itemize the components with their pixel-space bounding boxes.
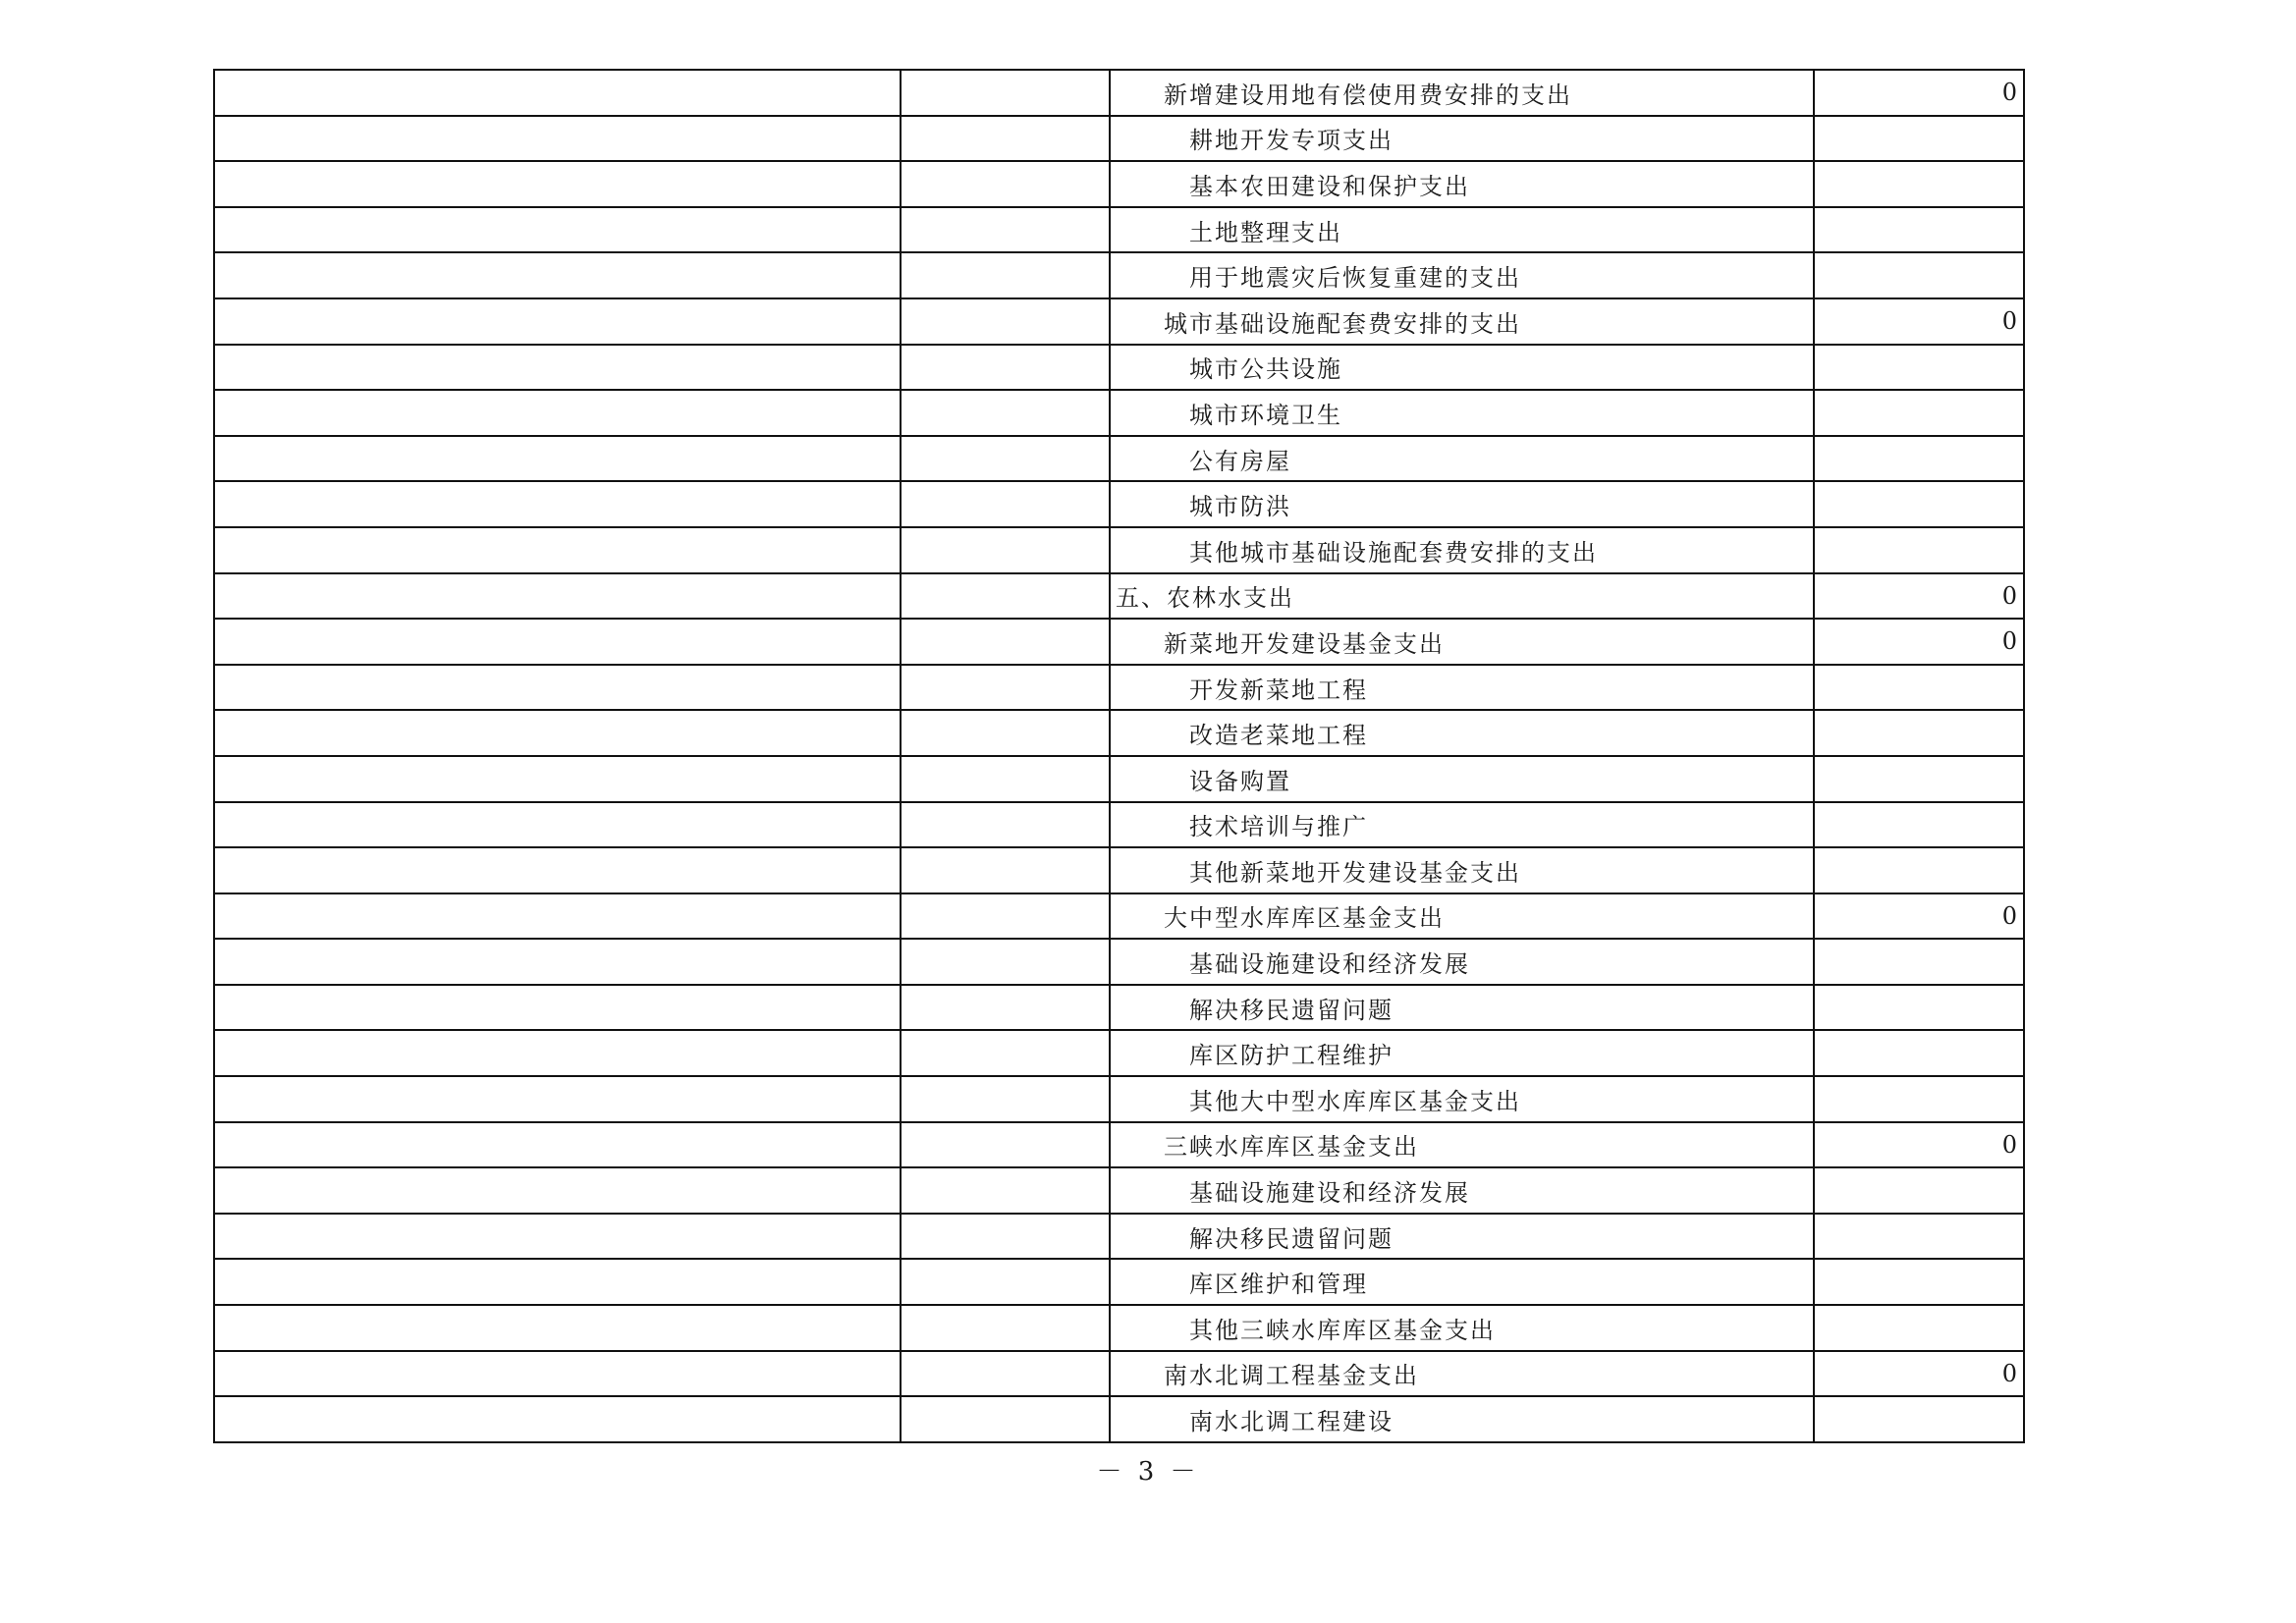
blank-cell-1 — [215, 1168, 902, 1213]
item-label: 库区防护工程维护 — [1189, 1042, 1394, 1070]
table-row — [215, 1123, 2023, 1169]
item-name-cell — [1111, 253, 1815, 298]
item-label: 新增建设用地有偿使用费安排的支出 — [1164, 81, 1572, 109]
item-name-cell — [1111, 1215, 1815, 1259]
table-row — [215, 1215, 2023, 1261]
amount-cell — [1815, 1031, 2023, 1075]
blank-cell-1 — [215, 1352, 902, 1396]
blank-cell-1 — [215, 71, 902, 115]
table-row — [215, 1260, 2023, 1306]
blank-cell-2 — [902, 574, 1111, 619]
blank-cell-2 — [902, 1260, 1111, 1304]
blank-cell-1 — [215, 620, 902, 664]
amount-cell — [1815, 391, 2023, 435]
amount-cell — [1815, 620, 2023, 664]
blank-cell-1 — [215, 574, 902, 619]
table-row — [215, 346, 2023, 392]
item-label: 库区维护和管理 — [1189, 1271, 1368, 1299]
amount-cell — [1815, 208, 2023, 252]
blank-cell-2 — [902, 1215, 1111, 1259]
table-row — [215, 711, 2023, 757]
blank-cell-2 — [902, 986, 1111, 1030]
blank-cell-2 — [902, 1397, 1111, 1441]
item-name-cell — [1111, 848, 1815, 893]
amount-cell — [1815, 1260, 2023, 1304]
item-label: 开发新菜地工程 — [1189, 676, 1368, 704]
blank-cell-2 — [902, 437, 1111, 481]
amount-value: 0 — [2001, 627, 2019, 656]
amount-cell — [1815, 1306, 2023, 1350]
blank-cell-2 — [902, 482, 1111, 526]
table-row — [215, 299, 2023, 346]
table-row — [215, 620, 2023, 666]
blank-cell-2 — [902, 757, 1111, 801]
blank-cell-1 — [215, 528, 902, 572]
item-name-cell — [1111, 940, 1815, 984]
blank-cell-2 — [902, 711, 1111, 755]
amount-cell — [1815, 1077, 2023, 1121]
blank-cell-2 — [902, 894, 1111, 939]
blank-cell-1 — [215, 1215, 902, 1259]
amount-value: 0 — [2001, 1130, 2019, 1159]
item-label: 其他城市基础设施配套费安排的支出 — [1189, 538, 1598, 567]
item-name-cell — [1111, 71, 1815, 115]
table-row — [215, 391, 2023, 437]
item-label: 其他新菜地开发建设基金支出 — [1189, 858, 1521, 887]
table-row — [215, 940, 2023, 986]
item-label: 新菜地开发建设基金支出 — [1164, 629, 1445, 658]
item-name-cell — [1111, 711, 1815, 755]
item-label: 其他大中型水库库区基金支出 — [1189, 1087, 1521, 1115]
amount-cell — [1815, 1168, 2023, 1213]
amount-cell — [1815, 574, 2023, 619]
item-name-cell — [1111, 482, 1815, 526]
amount-cell — [1815, 162, 2023, 206]
item-name-cell — [1111, 1352, 1815, 1396]
item-name-cell — [1111, 1077, 1815, 1121]
item-name-cell — [1111, 346, 1815, 390]
table-row — [215, 1077, 2023, 1123]
blank-cell-2 — [902, 1077, 1111, 1121]
expenditure-table — [213, 69, 2025, 1443]
item-name-cell — [1111, 208, 1815, 252]
item-label: 大中型水库库区基金支出 — [1164, 904, 1445, 933]
amount-cell — [1815, 894, 2023, 939]
amount-cell — [1815, 346, 2023, 390]
amount-cell — [1815, 711, 2023, 755]
item-name-cell — [1111, 1123, 1815, 1167]
blank-cell-1 — [215, 391, 902, 435]
item-name-cell — [1111, 299, 1815, 344]
blank-cell-1 — [215, 1306, 902, 1350]
amount-value: 0 — [2001, 901, 2019, 930]
table-row — [215, 574, 2023, 621]
blank-cell-1 — [215, 666, 902, 710]
blank-cell-1 — [215, 437, 902, 481]
blank-cell-2 — [902, 1168, 1111, 1213]
amount-cell — [1815, 299, 2023, 344]
blank-cell-1 — [215, 117, 902, 161]
table-row — [215, 894, 2023, 941]
item-label: 三峡水库库区基金支出 — [1164, 1133, 1419, 1162]
item-label: 解决移民遗留问题 — [1189, 1224, 1394, 1253]
blank-cell-2 — [902, 1123, 1111, 1167]
blank-cell-2 — [902, 299, 1111, 344]
blank-cell-2 — [902, 1031, 1111, 1075]
item-name-cell — [1111, 574, 1815, 619]
item-label: 城市防洪 — [1189, 493, 1291, 521]
blank-cell-1 — [215, 162, 902, 206]
table-row — [215, 482, 2023, 528]
item-name-cell — [1111, 894, 1815, 939]
table-row — [215, 986, 2023, 1032]
item-name-cell — [1111, 757, 1815, 801]
amount-cell — [1815, 253, 2023, 298]
blank-cell-2 — [902, 528, 1111, 572]
amount-cell — [1815, 437, 2023, 481]
amount-value: 0 — [2001, 1359, 2019, 1387]
item-name-cell — [1111, 1260, 1815, 1304]
blank-cell-1 — [215, 848, 902, 893]
table-row — [215, 208, 2023, 254]
table-row — [215, 1397, 2023, 1441]
blank-cell-2 — [902, 1306, 1111, 1350]
blank-cell-1 — [215, 253, 902, 298]
item-label: 技术培训与推广 — [1189, 813, 1368, 841]
amount-cell — [1815, 1123, 2023, 1167]
amount-value: 0 — [2001, 307, 2019, 336]
item-label: 城市环境卫生 — [1189, 401, 1342, 429]
blank-cell-2 — [902, 391, 1111, 435]
blank-cell-2 — [902, 117, 1111, 161]
blank-cell-1 — [215, 894, 902, 939]
item-name-cell — [1111, 620, 1815, 664]
blank-cell-2 — [902, 1352, 1111, 1396]
amount-cell — [1815, 117, 2023, 161]
amount-value: 0 — [2001, 581, 2019, 610]
table-row — [215, 528, 2023, 574]
table-row — [215, 71, 2023, 117]
blank-cell-1 — [215, 1031, 902, 1075]
table-row — [215, 1031, 2023, 1077]
blank-cell-2 — [902, 346, 1111, 390]
item-name-cell — [1111, 117, 1815, 161]
blank-cell-2 — [902, 208, 1111, 252]
table-row — [215, 253, 2023, 299]
item-label: 用于地震灾后恢复重建的支出 — [1189, 264, 1521, 293]
amount-cell — [1815, 71, 2023, 115]
blank-cell-1 — [215, 1260, 902, 1304]
item-name-cell — [1111, 528, 1815, 572]
blank-cell-1 — [215, 986, 902, 1030]
table-row — [215, 162, 2023, 208]
amount-cell — [1815, 528, 2023, 572]
table-row — [215, 117, 2023, 163]
table-row — [215, 1168, 2023, 1215]
item-label: 其他三峡水库库区基金支出 — [1189, 1316, 1496, 1344]
table-row — [215, 848, 2023, 894]
item-name-cell — [1111, 391, 1815, 435]
page-number: － 3 － — [1096, 1457, 1200, 1487]
amount-cell — [1815, 757, 2023, 801]
amount-cell — [1815, 848, 2023, 893]
item-label: 解决移民遗留问题 — [1189, 996, 1394, 1024]
item-label: 耕地开发专项支出 — [1189, 127, 1394, 155]
table-row — [215, 437, 2023, 483]
item-name-cell — [1111, 1031, 1815, 1075]
amount-cell — [1815, 986, 2023, 1030]
blank-cell-1 — [215, 1123, 902, 1167]
item-name-cell — [1111, 1306, 1815, 1350]
item-name-cell — [1111, 162, 1815, 206]
table-row — [215, 1352, 2023, 1398]
item-label: 设备购置 — [1189, 767, 1291, 795]
item-label: 南水北调工程建设 — [1189, 1408, 1394, 1436]
item-label: 基本农田建设和保护支出 — [1189, 172, 1470, 200]
blank-cell-2 — [902, 620, 1111, 664]
item-label: 基础设施建设和经济发展 — [1189, 950, 1470, 979]
table-row — [215, 757, 2023, 803]
amount-cell — [1815, 1352, 2023, 1396]
blank-cell-2 — [902, 803, 1111, 847]
item-label: 土地整理支出 — [1189, 218, 1342, 246]
item-label: 南水北调工程基金支出 — [1164, 1362, 1419, 1390]
blank-cell-1 — [215, 803, 902, 847]
item-label: 公有房屋 — [1189, 447, 1291, 475]
blank-cell-1 — [215, 482, 902, 526]
blank-cell-2 — [902, 253, 1111, 298]
blank-cell-1 — [215, 757, 902, 801]
amount-cell — [1815, 803, 2023, 847]
blank-cell-2 — [902, 162, 1111, 206]
amount-cell — [1815, 482, 2023, 526]
amount-cell — [1815, 666, 2023, 710]
blank-cell-2 — [902, 940, 1111, 984]
blank-cell-1 — [215, 208, 902, 252]
item-name-cell — [1111, 803, 1815, 847]
item-label: 基础设施建设和经济发展 — [1189, 1179, 1470, 1208]
blank-cell-1 — [215, 711, 902, 755]
table-row — [215, 666, 2023, 712]
item-name-cell — [1111, 666, 1815, 710]
table-row — [215, 1306, 2023, 1352]
item-label: 城市基础设施配套费安排的支出 — [1164, 309, 1521, 338]
blank-cell-1 — [215, 299, 902, 344]
item-name-cell — [1111, 1397, 1815, 1441]
table-row — [215, 803, 2023, 849]
blank-cell-1 — [215, 940, 902, 984]
item-name-cell — [1111, 986, 1815, 1030]
blank-cell-1 — [215, 1397, 902, 1441]
amount-cell — [1815, 1397, 2023, 1441]
item-label: 城市公共设施 — [1189, 355, 1342, 384]
blank-cell-1 — [215, 346, 902, 390]
amount-value: 0 — [2001, 79, 2019, 107]
item-label: 五、农林水支出 — [1116, 584, 1294, 613]
blank-cell-1 — [215, 1077, 902, 1121]
amount-cell — [1815, 1215, 2023, 1259]
item-name-cell — [1111, 1168, 1815, 1213]
blank-cell-2 — [902, 666, 1111, 710]
amount-cell — [1815, 940, 2023, 984]
blank-cell-2 — [902, 848, 1111, 893]
blank-cell-2 — [902, 71, 1111, 115]
item-name-cell — [1111, 437, 1815, 481]
item-label: 改造老菜地工程 — [1189, 722, 1368, 750]
